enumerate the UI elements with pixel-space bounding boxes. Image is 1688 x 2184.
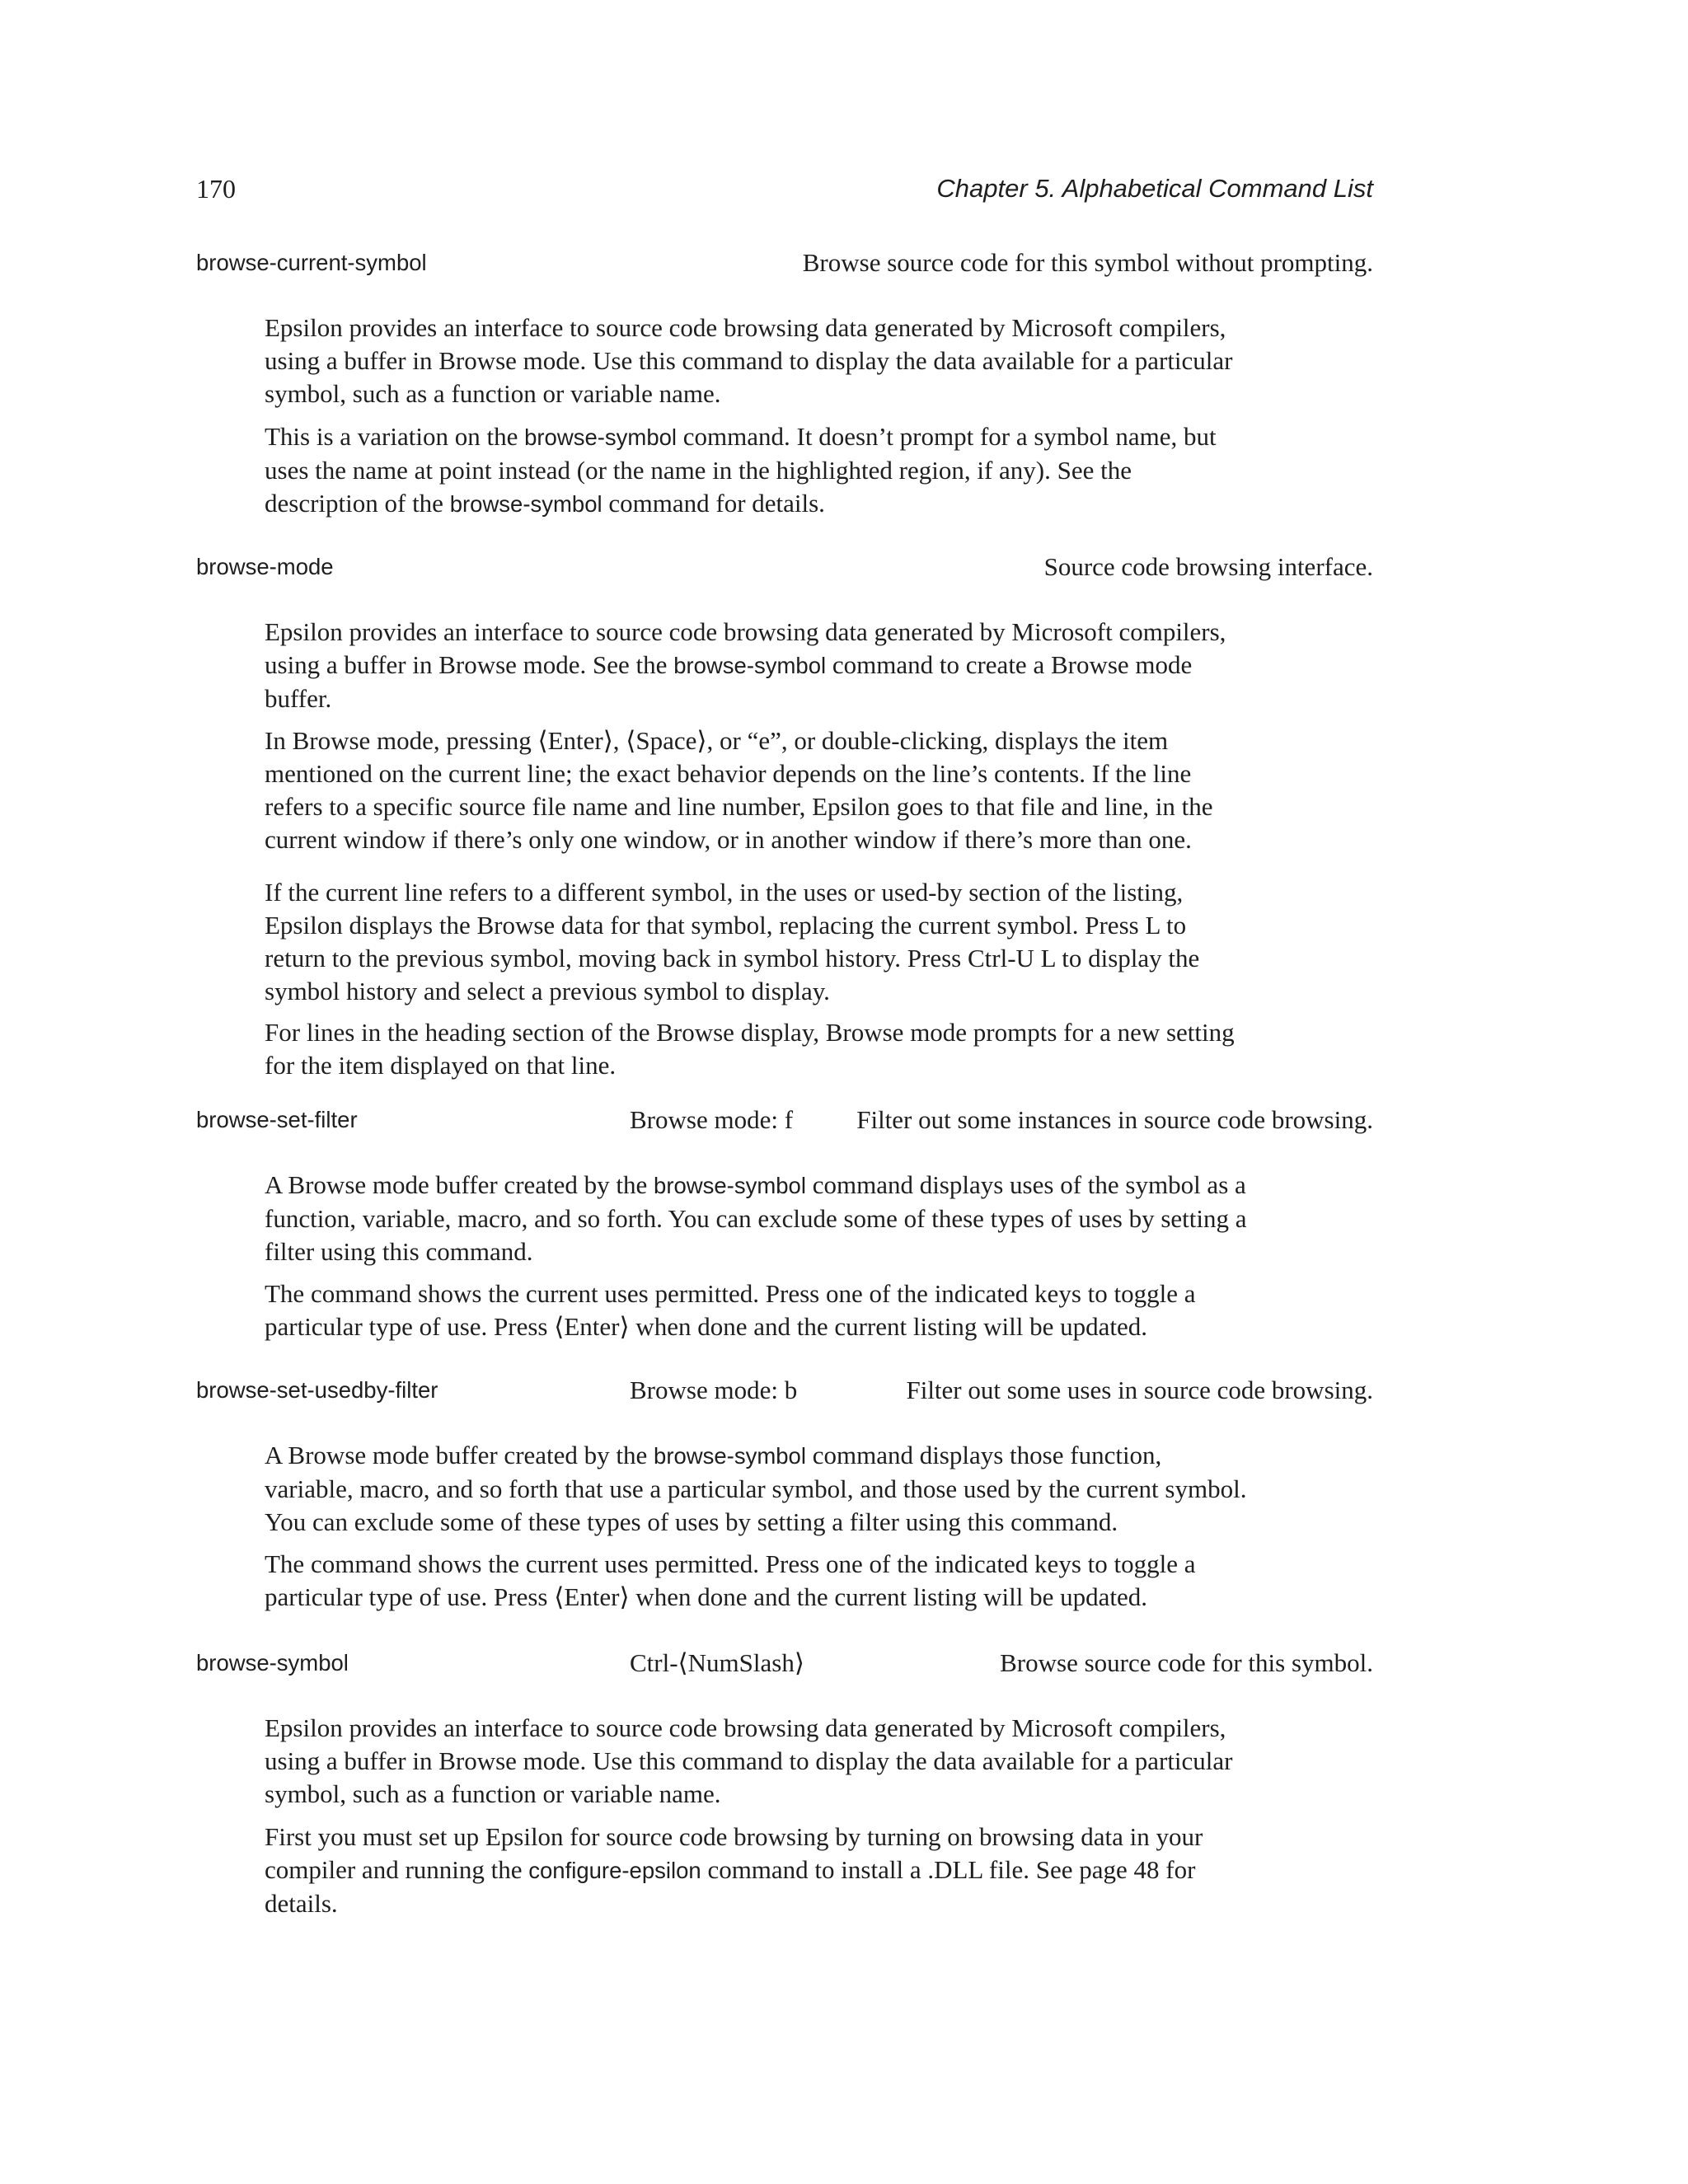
text-line (265, 876, 1336, 909)
text-run: details. (265, 1889, 338, 1918)
text-run: Epsilon provides an interface to source code browsing data generated by Microsoft compilers, (265, 313, 1226, 342)
description-paragraph (265, 1439, 1336, 1539)
description-paragraph (265, 1821, 1336, 1920)
command-heading (196, 245, 1373, 281)
text-line (265, 975, 1336, 1008)
command-name: browse-set-filter (196, 1107, 358, 1132)
key-binding: Ctrl-⟨NumSlash⟩ (630, 1648, 804, 1677)
command-name: browse-set-usedby-filter (196, 1377, 438, 1403)
description-paragraph (265, 616, 1336, 715)
text-run: symbol, such as a function or variable name. (265, 379, 721, 408)
text-run: command displays uses of the symbol as a (805, 1170, 1246, 1199)
page-number: 170 (196, 174, 236, 204)
text-line (265, 344, 1336, 377)
command-summary: Browse source code for this symbol. (1000, 1648, 1373, 1677)
description-paragraph (265, 1712, 1336, 1811)
command-summary: Browse source code for this symbol without prompting. (802, 248, 1373, 277)
text-run: return to the previous symbol, moving back in symbol history. Press Ctrl-U L to display the (265, 944, 1200, 972)
text-run: You can exclude some of these types of uses by setting a filter using this command. (265, 1507, 1118, 1536)
text-run: If the current line refers to a different symbol, in the uses or used-by section of the listing, (265, 878, 1184, 907)
text-run: current window if there’s only one window, or in another window if there’s more than one. (265, 825, 1192, 854)
text-run: In Browse mode, pressing ⟨Enter⟩, ⟨Space⟩, or “e”, or double-clicking, displays the item (265, 726, 1169, 755)
description-paragraph (265, 312, 1336, 410)
text-line (265, 1310, 1336, 1343)
description-paragraph (265, 724, 1336, 856)
text-run: command to install a .DLL file. See page 48 for (701, 1855, 1196, 1884)
description-paragraph (265, 420, 1336, 521)
text-line (265, 682, 1336, 715)
text-line (265, 1548, 1336, 1581)
command-reference: browse-symbol (654, 1443, 806, 1469)
description-paragraph (265, 876, 1336, 1008)
text-run: refers to a specific source file name and line number, Epsilon goes to that file and line, in the (265, 792, 1213, 821)
text-line (265, 1854, 1336, 1887)
text-line (265, 1277, 1336, 1310)
command-reference: browse-symbol (654, 1173, 806, 1198)
key-binding: Browse mode: b (630, 1376, 798, 1404)
text-line (265, 1202, 1336, 1235)
text-run: function, variable, macro, and so forth. You can exclude some of these types of uses by setting a (265, 1204, 1247, 1233)
text-line (265, 1821, 1336, 1854)
text-run: First you must set up Epsilon for source code browsing by turning on browsing data in your (265, 1822, 1203, 1851)
text-line (265, 909, 1336, 942)
text-run: For lines in the heading section of the Browse display, Browse mode prompts for a new setting (265, 1018, 1235, 1047)
text-line (265, 312, 1336, 344)
text-line (265, 942, 1336, 975)
text-run: particular type of use. Press ⟨Enter⟩ when done and the current listing will be updated. (265, 1312, 1147, 1341)
command-heading (196, 1372, 1373, 1408)
text-line (265, 420, 1336, 454)
command-reference: browse-symbol (524, 424, 678, 450)
text-run: The command shows the current uses permitted. Press one of the indicated keys to toggle a (265, 1549, 1196, 1578)
text-line (265, 1473, 1336, 1506)
text-line (265, 1506, 1336, 1539)
command-heading (196, 549, 1373, 585)
text-run: for the item displayed on that line. (265, 1051, 617, 1080)
text-run: A Browse mode buffer created by the (265, 1441, 654, 1469)
text-run: The command shows the current uses permitted. Press one of the indicated keys to toggle a (265, 1279, 1196, 1308)
chapter-title: Chapter 5. Alphabetical Command List (936, 174, 1373, 203)
text-run: This is a variation on the (265, 422, 525, 451)
text-line (265, 616, 1336, 649)
text-line (265, 1235, 1336, 1268)
text-line (265, 1745, 1336, 1778)
text-run: symbol history and select a previous symbol to display. (265, 977, 830, 1005)
text-run: using a buffer in Browse mode. See the (265, 650, 674, 679)
text-line (265, 649, 1336, 682)
text-line (265, 724, 1336, 757)
text-run: Epsilon provides an interface to source code browsing data generated by Microsoft compilers, (265, 1713, 1226, 1742)
command-heading (196, 1102, 1373, 1138)
text-run: command to create a Browse mode (826, 650, 1193, 679)
command-name: browse-symbol (196, 1650, 349, 1675)
text-run: description of the (265, 489, 450, 518)
text-line (265, 377, 1336, 410)
text-run: command. It doesn’t prompt for a symbol name, but (677, 422, 1217, 451)
text-line (265, 454, 1336, 487)
text-line (265, 1016, 1336, 1049)
text-line (265, 1049, 1336, 1082)
text-run: compiler and running the (265, 1855, 529, 1884)
command-reference: browse-symbol (449, 491, 603, 517)
text-line (265, 1581, 1336, 1614)
description-paragraph (265, 1277, 1336, 1343)
text-line (265, 790, 1336, 823)
command-summary: Filter out some instances in source code browsing. (856, 1105, 1373, 1134)
command-heading (196, 1645, 1373, 1681)
text-run: command displays those function, (805, 1441, 1162, 1469)
key-binding: Browse mode: f (630, 1105, 794, 1134)
command-name: browse-current-symbol (196, 250, 427, 275)
text-line (265, 1778, 1336, 1811)
text-run: buffer. (265, 684, 332, 713)
text-run: particular type of use. Press ⟨Enter⟩ when done and the current listing will be updated. (265, 1582, 1147, 1611)
text-line (265, 487, 1336, 521)
text-run: uses the name at point instead (or the name in the highlighted region, if any). See the (265, 456, 1132, 485)
text-run: command for details. (602, 489, 825, 518)
text-run: filter using this command. (265, 1237, 533, 1266)
command-reference: configure-epsilon (528, 1858, 701, 1883)
text-run: symbol, such as a function or variable name. (265, 1779, 721, 1808)
text-run: Epsilon provides an interface to source code browsing data generated by Microsoft compilers, (265, 617, 1226, 646)
command-summary: Source code browsing interface. (1043, 552, 1373, 581)
command-name: browse-mode (196, 554, 334, 579)
description-paragraph (265, 1016, 1336, 1082)
command-summary: Filter out some uses in source code browsing. (906, 1376, 1373, 1404)
text-run: mentioned on the current line; the exact behavior depends on the line’s contents. If the line (265, 759, 1192, 788)
text-line (265, 1712, 1336, 1745)
text-line (265, 757, 1336, 790)
text-line (265, 823, 1336, 856)
text-run: variable, macro, and so forth that use a particular symbol, and those used by the current symbol. (265, 1474, 1247, 1503)
description-paragraph (265, 1548, 1336, 1614)
description-paragraph (265, 1169, 1336, 1268)
text-run: using a buffer in Browse mode. Use this command to display the data available for a particular (265, 346, 1233, 375)
text-run: Epsilon displays the Browse data for that symbol, replacing the current symbol. Press L to (265, 911, 1187, 940)
text-line (265, 1169, 1336, 1202)
text-line (265, 1887, 1336, 1920)
text-line (265, 1439, 1336, 1473)
text-run: A Browse mode buffer created by the (265, 1170, 654, 1199)
command-reference: browse-symbol (673, 653, 827, 678)
text-run: using a buffer in Browse mode. Use this command to display the data available for a particular (265, 1746, 1233, 1775)
